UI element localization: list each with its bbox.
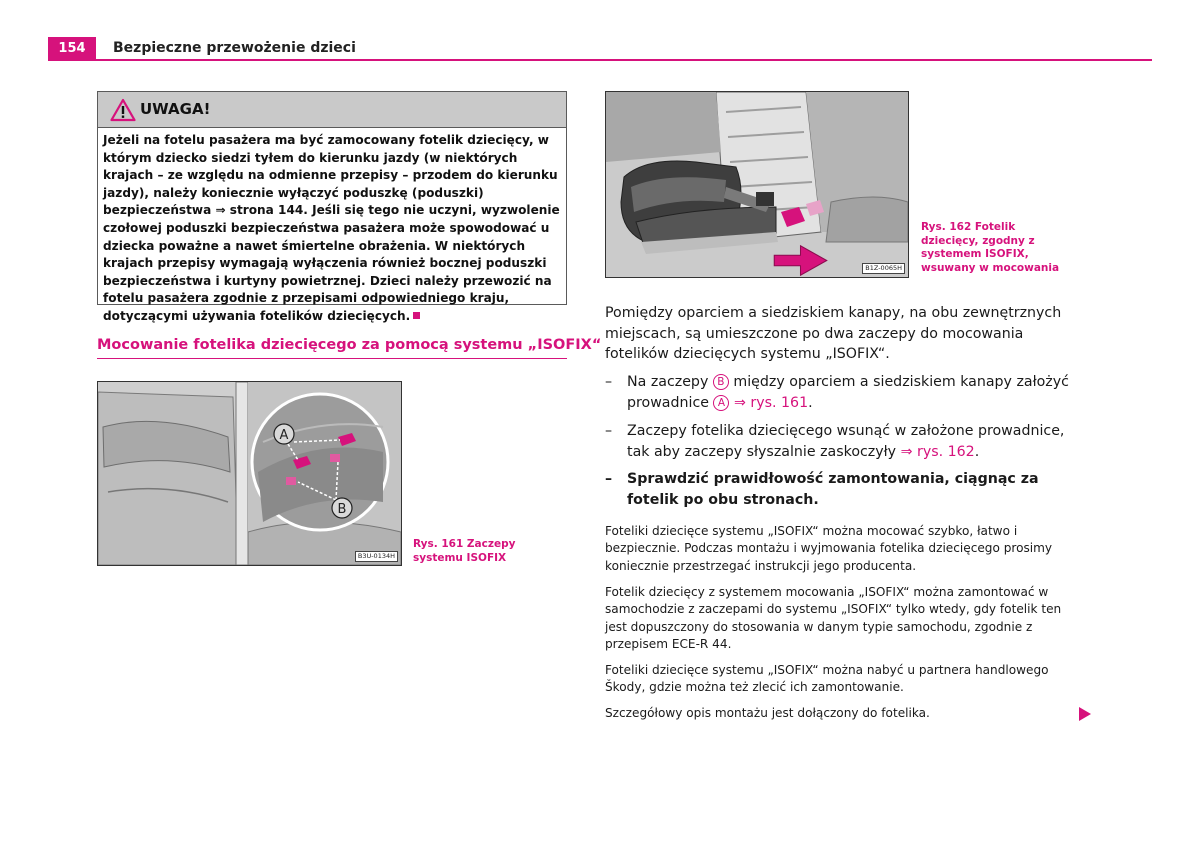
figure-162-reference-link[interactable]: ⇒ rys. 162 [900, 443, 975, 460]
step-text: między oparciem a siedziskiem kanapy założyć prowadnice [627, 374, 1069, 411]
instruction-step-1 [605, 372, 1083, 413]
instruction-step-3 [605, 469, 1083, 510]
warning-triangle-icon [110, 98, 136, 122]
note-paragraph-1: Foteliki dziecięce systemu „ISOFIX“ można mocować szybko, łatwo i bezpiecznie. Podczas montażu i wyjmowania fotelika dziecięcego prosimy koniecznie przestrzegać instrukcji jego producenta. [605, 524, 1053, 573]
warning-text-part: Jeżeli na fotelu pasażera ma być zamocowany fotelik dziecięcy, w którym dziecko siedzi tyłem do kierunku jazdy (w niektórych krajach – ze względu na odmienne przepisy – przodem do kierunku jazdy), należy koniecznie wyłączyć poduszkę (poduszki) bezpieczeństwa [103, 133, 558, 218]
note-paragraph-2: Fotelik dziecięcy z systemem mocowania „ISOFIX“ można zamontować w samochodzie z zaczepami do systemu „ISOFIX“ tylko wtedy, gdy fotelik ten jest dopuszczony do stosowania w danym typie samochodu, zgodnie z przepisem ECE-R 44. [605, 585, 1062, 652]
note-paragraph-4: Szczegółowy opis montażu jest dołączony do fotelika. [605, 706, 930, 720]
warning-text-part: . Jeśli się tego nie uczyni, wyzwolenie czołowej poduszki bezpieczeństwa pasażera może spowodować u dziecka poważne a nawet śmiertelne obrażenia. W niektórych krajach przepisy wymagają wyłączenia również bocznej poduszki bezpieczeństwa i kurtyny powietrznej. Dzieci należy przewozić na fotelu pasażera zgodnie z przepisami odpowiedniego kraju, dotyczącymi używania fotelików dziecięcych. [103, 203, 560, 323]
warning-page-reference[interactable]: strona 144 [225, 203, 304, 218]
warning-header [98, 92, 566, 128]
warning-body [103, 132, 561, 326]
label-a-text: A [279, 428, 289, 443]
figure-162-caption: Rys. 162 Fotelik dziecięcy, zgodny z systemem ISOFIX, wsuwany w mocowania [921, 221, 1060, 274]
section-heading: Mocowanie fotelika dziecięcego za pomocą systemu „ISOFIX“ [97, 337, 602, 353]
step-dash: – [605, 423, 613, 439]
label-b-badge: B [713, 374, 729, 390]
step-text: . [974, 443, 980, 460]
label-b-text: B [337, 502, 347, 517]
child-seat-illustration [606, 92, 908, 277]
step-text: . [808, 394, 813, 411]
note-paragraph-3: Foteliki dziecięce systemu „ISOFIX“ można nabyć u partnera handlowego Škody, gdzie można też zlecić ich zamontowanie. [605, 663, 1049, 695]
figure-161-isofix-anchors [97, 381, 402, 566]
step-text: Sprawdzić prawidłowość zamontowania, ciągnąc za fotelik po obu stronach. [627, 471, 1039, 508]
step-dash: – [605, 471, 613, 487]
figure-161-reference-link[interactable]: ⇒ rys. 161 [729, 394, 809, 411]
running-head: Bezpieczne przewożenie dzieci [113, 40, 356, 56]
end-of-section-marker-icon [413, 312, 420, 319]
warning-box [97, 91, 567, 323]
step-text: Zaczepy fotelika dziecięcego wsunąć w założone prowadnice, tak aby zaczepy słyszalnie zaskoczyły [627, 423, 1065, 460]
step-text: Na zaczepy [627, 374, 713, 390]
header-rule [48, 59, 1152, 61]
section-rule [97, 358, 567, 359]
label-a-badge: A [713, 395, 729, 411]
page-number: 154 [48, 37, 96, 61]
figure-code: B1Z-0065H [862, 263, 905, 274]
intro-paragraph: Pomiędzy oparciem a siedziskiem kanapy, na obu zewnętrznych miejscach, są umieszczone po dwa zaczepy do mocowania fotelików dziecięcych systemu „ISOFIX“. [605, 305, 1062, 362]
continue-arrow-icon[interactable] [1078, 706, 1092, 722]
instruction-step-2 [605, 421, 1083, 462]
warning-title: UWAGA! [140, 100, 211, 118]
isofix-anchors-illustration [98, 382, 401, 565]
arrow-symbol: ⇒ [215, 203, 226, 218]
figure-161-caption: Rys. 161 Zaczepy systemu ISOFIX [413, 538, 516, 564]
figure-code: B3U-0134H [355, 551, 398, 562]
step-dash: – [605, 374, 613, 390]
figure-162-child-seat [605, 91, 909, 278]
